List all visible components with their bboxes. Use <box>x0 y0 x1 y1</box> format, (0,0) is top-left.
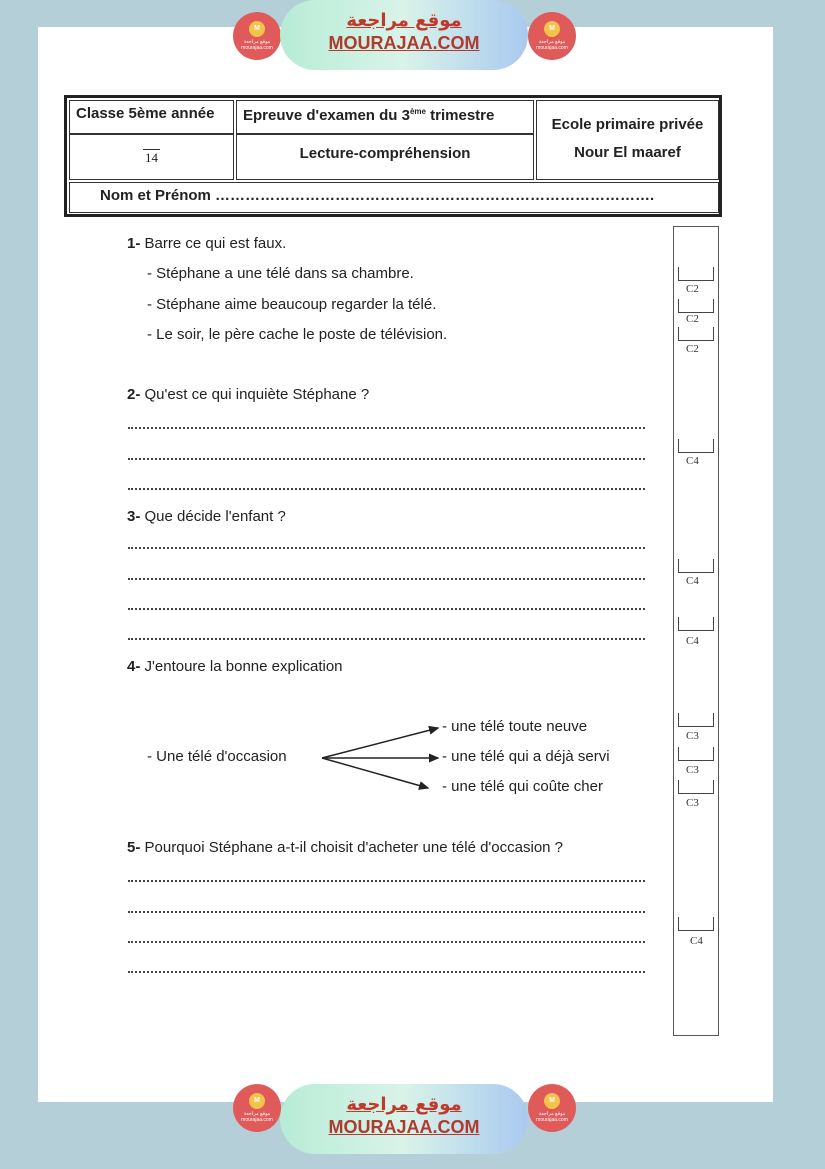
criterion-label: C4 <box>690 935 703 947</box>
arrow-to-option-1 <box>322 728 438 758</box>
score-cell <box>69 134 234 180</box>
site-banner-bottom[interactable] <box>280 1084 528 1154</box>
grade-box[interactable] <box>678 559 714 573</box>
score-total: 14 <box>145 150 158 165</box>
answer-line[interactable] <box>128 578 645 580</box>
question-1: 1- Barre ce qui est faux. <box>127 235 287 252</box>
exam-header-table <box>64 95 722 217</box>
answer-line[interactable] <box>128 458 645 460</box>
answer-line[interactable] <box>128 547 645 549</box>
site-name-arabic: موقع مراجعة <box>346 10 462 31</box>
q4-source-term: - Une télé d'occasion <box>147 748 287 765</box>
grade-box[interactable] <box>678 713 714 727</box>
question-3: 3- Que décide l'enfant ? <box>127 508 286 525</box>
q1-statement-1[interactable]: - Stéphane a une télé dans sa chambre. <box>147 265 414 282</box>
matching-arrows <box>318 722 444 794</box>
exam-title-cell: Epreuve d'examen du 3ème trimestre <box>236 100 534 134</box>
answer-line[interactable] <box>128 638 645 640</box>
grade-box[interactable] <box>678 299 714 313</box>
criterion-label: C4 <box>686 455 699 467</box>
grade-box[interactable] <box>678 327 714 341</box>
site-name-latin: MOURAJAA.COM <box>328 33 480 53</box>
logo-badge-icon: M موقع مراجعة mourajaa.com <box>233 1084 281 1132</box>
criterion-label: C2 <box>686 283 699 295</box>
school-cell <box>536 100 719 180</box>
question-5: 5- Pourquoi Stéphane a-t-il choisit d'acheter une télé d'occasion ? <box>127 839 564 856</box>
question-4: 4- J'entoure la bonne explication <box>127 658 343 675</box>
q4-option-3[interactable]: - une télé qui coûte cher <box>442 778 603 795</box>
logo-badge-icon: M موقع مراجعة mourajaa.com <box>233 12 281 60</box>
school-type: Ecole primaire privée <box>551 116 704 133</box>
grade-box[interactable] <box>678 617 714 631</box>
answer-line[interactable] <box>128 911 645 913</box>
answer-line[interactable] <box>128 488 645 490</box>
q4-option-2[interactable]: - une télé qui a déjà servi <box>442 748 610 765</box>
criterion-label: C2 <box>686 343 699 355</box>
criterion-label: C3 <box>686 730 699 742</box>
answer-line[interactable] <box>128 971 645 973</box>
logo-badge-icon: M موقع مراجعة mourajaa.com <box>528 12 576 60</box>
q1-statement-2[interactable]: - Stéphane aime beaucoup regarder la télé. <box>147 296 437 313</box>
arrow-to-option-3 <box>322 758 428 788</box>
answer-line[interactable] <box>128 880 645 882</box>
grade-box[interactable] <box>678 917 714 931</box>
criterion-label: C3 <box>686 797 699 809</box>
grade-box[interactable] <box>678 267 714 281</box>
grade-box[interactable] <box>678 439 714 453</box>
school-name: Nour El maaref <box>574 144 681 161</box>
criterion-label: C4 <box>686 575 699 587</box>
q4-option-1[interactable]: - une télé toute neuve <box>442 718 588 735</box>
answer-line[interactable] <box>128 608 645 610</box>
question-2: 2- Qu'est ce qui inquiète Stéphane ? <box>127 386 370 403</box>
site-name-arabic: موقع مراجعة <box>346 1094 462 1115</box>
class-cell: Classe 5ème année <box>69 100 234 134</box>
site-name-latin: MOURAJAA.COM <box>328 1117 480 1137</box>
criterion-label: C2 <box>686 313 699 325</box>
subject-cell: Lecture-compréhension <box>236 134 534 180</box>
grade-box[interactable] <box>678 747 714 761</box>
site-banner-top[interactable] <box>280 0 528 70</box>
answer-line[interactable] <box>128 427 645 429</box>
q1-statement-3[interactable]: - Le soir, le père cache le poste de télévision. <box>147 326 448 343</box>
criterion-label: C3 <box>686 764 699 776</box>
grade-box[interactable] <box>678 780 714 794</box>
answer-line[interactable] <box>128 941 645 943</box>
criterion-label: C4 <box>686 635 699 647</box>
logo-badge-icon: M موقع مراجعة mourajaa.com <box>528 1084 576 1132</box>
grading-margin-column <box>673 226 719 1036</box>
student-name-field[interactable]: Nom et Prénom ……………………………………………………………………………. <box>69 182 719 213</box>
